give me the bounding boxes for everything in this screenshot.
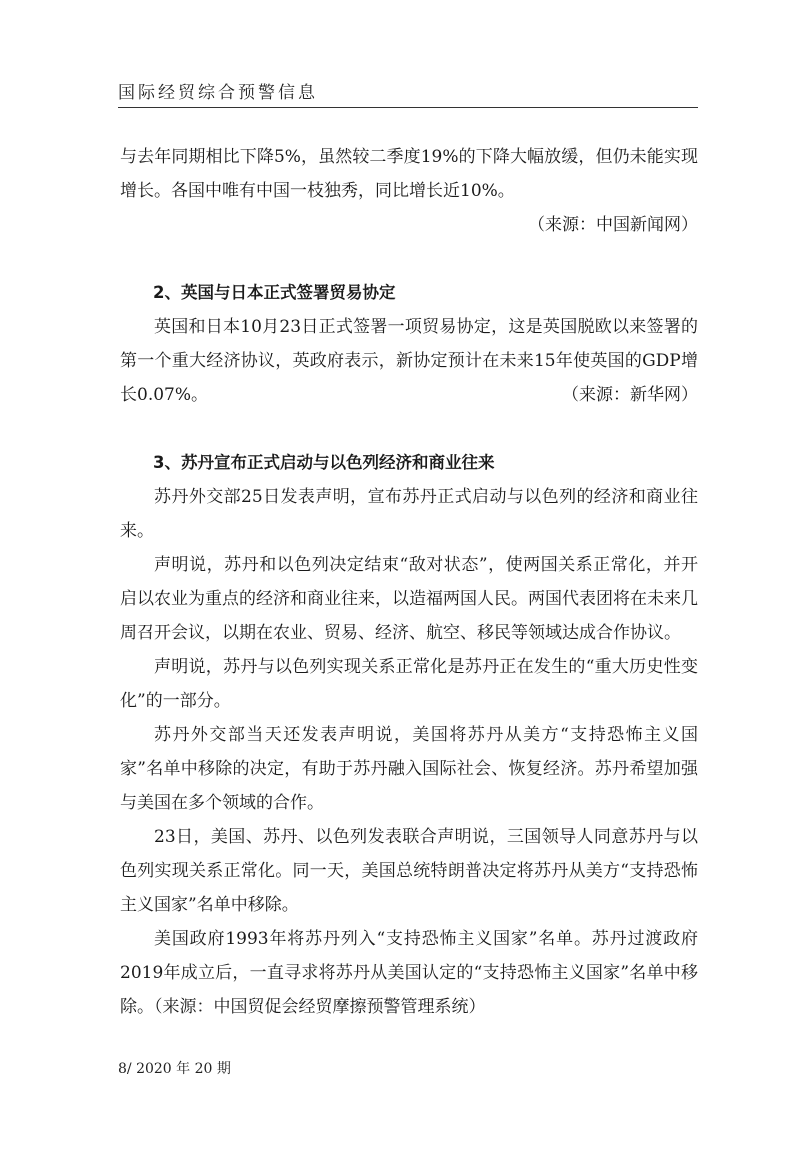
section2-heading: 2、英国与日本正式签署贸易协定 bbox=[153, 283, 396, 302]
section3-paragraph-6-text: 美国政府1993年将苏丹列入“支持恐怖主义国家”名单。苏丹过渡政府2019年成立后，一直寻求将苏丹从美国认定的“支持恐怖主义国家”名单中移除。 bbox=[120, 929, 698, 1017]
section2-text: 英国和日本10月23日正式签署一项贸易协定，这是英国脱欧以来签署的第一个重大经济协议，英政府表示，新协定预计在未来15年使英国的GDP增长0.07%。 bbox=[120, 317, 698, 405]
section3-paragraph-2: 声明说，苏丹和以色列决定结束“敌对状态”，使两国关系正常化，并开启以农业为重点的经济和商业往来，以造福两国人民。两国代表团将在未来几周召开会议，以期在农业、贸易、经济、航空、移民等领域达成合作协议。 bbox=[120, 555, 698, 643]
section3-paragraph-1: 苏丹外交部25日发表声明，宣布苏丹正式启动与以色列的经济和商业往来。 bbox=[120, 487, 698, 541]
intro-paragraph: 与去年同期相比下降5%，虽然较二季度19%的下降大幅放缓，但仍未能实现增长。各国中唯有中国一枝独秀，同比增长近10%。 bbox=[120, 147, 698, 201]
section2-source: （来源：新华网） bbox=[562, 385, 698, 405]
header-divider bbox=[118, 107, 698, 108]
section-gap bbox=[120, 412, 698, 446]
section3-source: （来源：中国贸促会经贸摩擦预警管理系统） bbox=[154, 997, 486, 1017]
page-footer: 8/ 2020 年 20 期 bbox=[118, 1061, 231, 1077]
section2-paragraph bbox=[120, 310, 698, 412]
section3-paragraph-4: 苏丹外交部当天还发表声明说，美国将苏丹从美方“支持恐怖主义国家”名单中移除的决定，有助于苏丹融入国际社会、恢复经济。苏丹希望加强与美国在多个领域的合作。 bbox=[120, 725, 698, 813]
section3-paragraph-5: 23日，美国、苏丹、以色列发表联合声明说，三国领导人同意苏丹与以色列实现关系正常化。同一天，美国总统特朗普决定将苏丹从美方“支持恐怖主义国家”名单中移除。 bbox=[120, 827, 698, 915]
section3-heading: 3、苏丹宣布正式启动与以色列经济和商业往来 bbox=[153, 453, 495, 472]
article-body bbox=[120, 140, 698, 1024]
section3-paragraph-6 bbox=[120, 922, 698, 1024]
section-gap bbox=[120, 242, 698, 276]
page-header-title: 国际经贸综合预警信息 bbox=[118, 83, 318, 103]
section3-paragraph-3: 声明说，苏丹与以色列实现关系正常化是苏丹正在发生的“重大历史性变化”的一部分。 bbox=[120, 657, 698, 711]
intro-source: （来源：中国新闻网） bbox=[528, 215, 698, 235]
